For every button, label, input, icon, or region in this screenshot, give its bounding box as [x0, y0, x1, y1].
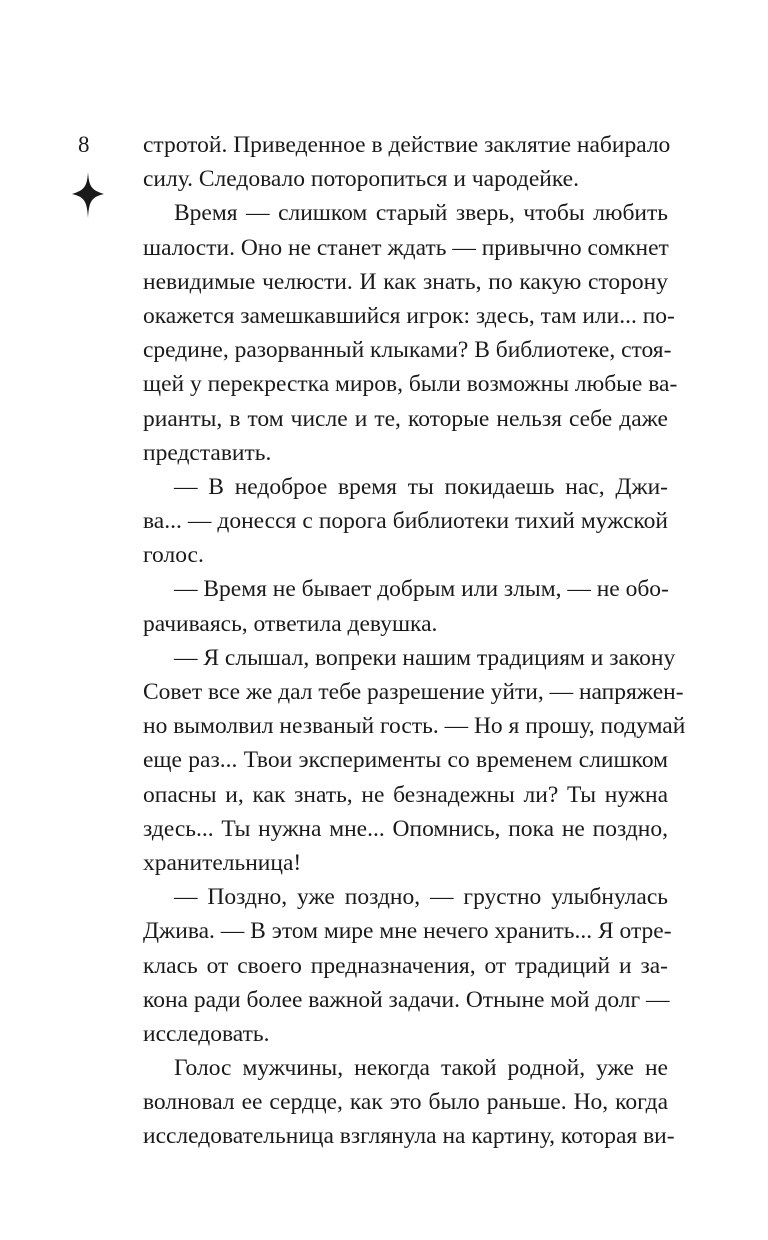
- text-line: клась от своего предназначения, от традиций и за-: [143, 952, 668, 979]
- text-line: Время — слишком старый зверь, чтобы любить: [174, 200, 668, 227]
- text-line: — Я слышал, вопреки нашим традициям и закону: [174, 644, 676, 671]
- text-line: — В недоброе время ты покидаешь нас, Джи-: [174, 473, 668, 500]
- text-line: исследовать.: [143, 1020, 270, 1047]
- text-line: ва... — донесся с порога библиотеки тихий мужской: [143, 508, 668, 535]
- text-line: кона ради более важной задачи. Отныне мой долг —: [143, 986, 670, 1013]
- text-line: стротой. Приведенное в действие заклятие набирало: [143, 132, 671, 158]
- text-line: Джива. — В этом мире мне нечего хранить... Я отре-: [143, 918, 672, 945]
- text-line: щей у перекрестка миров, были возможны любые ва-: [143, 371, 678, 398]
- star-shape: [72, 172, 104, 218]
- text-line: Голос мужчины, некогда такой родной, уже не: [174, 1055, 668, 1082]
- text-line: опасны и, как знать, не безнадежны ли? Ты нужна: [143, 781, 668, 808]
- text-line: невидимые челюсти. И как знать, по какую сторону: [143, 268, 668, 295]
- text-line: силу. Следовало поторопиться и чародейке.: [143, 166, 579, 193]
- text-line: рианты, в том числе и те, которые нельзя себе даже: [143, 405, 668, 432]
- page-number: 8: [78, 132, 90, 157]
- text-line: исследовательница взглянула на картину, которая ви-: [143, 1123, 675, 1150]
- text-line: рачиваясь, ответила девушка.: [143, 610, 438, 637]
- text-line: еще раз... Твои эксперименты со временем слишком: [143, 747, 668, 774]
- body-text: [143, 128, 686, 1154]
- text-line: — Поздно, уже поздно, — грустно улыбнулась: [174, 884, 668, 911]
- text-line: хранительница!: [143, 849, 302, 876]
- text-line: здесь... Ты нужна мне... Опомнись, пока не поздно,: [143, 815, 668, 842]
- four-point-star-icon: [72, 172, 104, 218]
- text-line: средине, разорванный клыками? В библиотеке, стоя-: [143, 337, 672, 364]
- text-line: но вымолвил незваный гость. — Но я прошу, подумай: [143, 713, 686, 740]
- text-line: волновал ее сердце, как это было раньше. Но, когда: [143, 1089, 668, 1116]
- text-line: шалости. Оно не станет ждать — привычно сомкнет: [143, 234, 669, 261]
- text-line: Совет все же дал тебе разрешение уйти, — напряжен-: [143, 679, 684, 705]
- text-line: голос.: [143, 542, 204, 569]
- text-line: окажется замешкавшийся игрок: здесь, там или... по-: [143, 302, 675, 329]
- text-line: — Время не бывает добрым или злым, — не обо-: [174, 576, 669, 603]
- text-line: представить.: [143, 439, 272, 466]
